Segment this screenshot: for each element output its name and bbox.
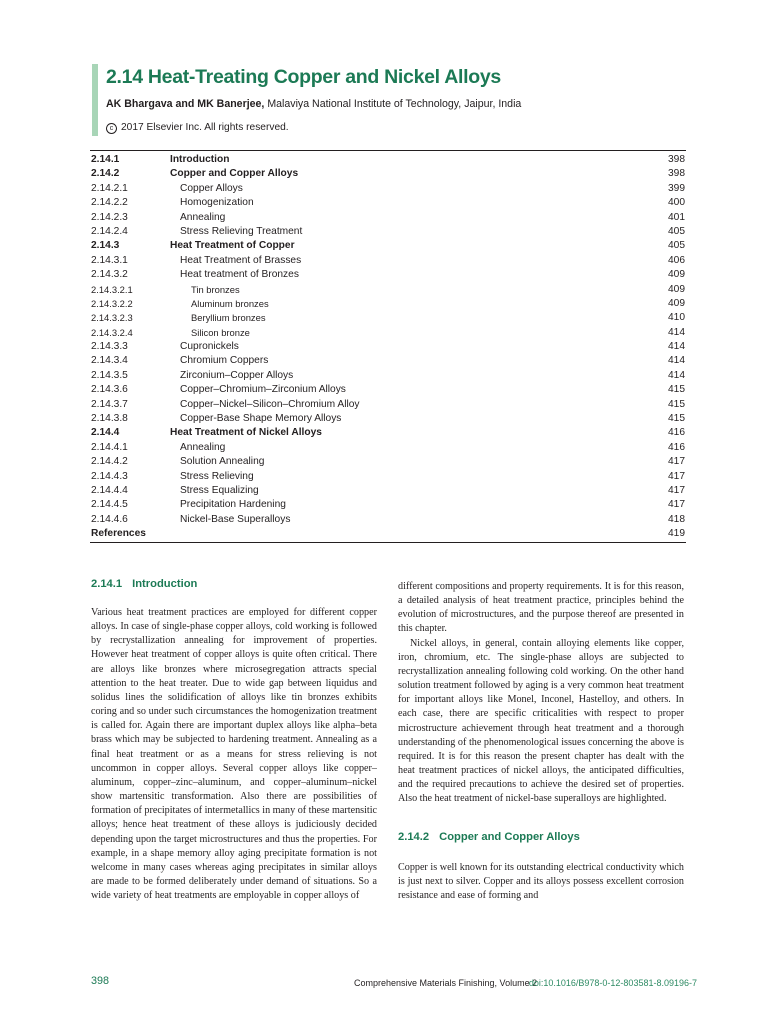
toc-page: 415	[668, 398, 685, 410]
toc-bottom-rule	[90, 542, 686, 543]
toc-label: Copper–Nickel–Silicon–Chromium Alloy	[180, 398, 360, 410]
toc-page: 417	[668, 470, 685, 482]
paragraph: Various heat treatment practices are employed for different copper alloys. In case of single-phase copper alloys, cold working is followed by recrystallization annealing for improvement of properties. However heat treatment of copper alloys is quite often critical. There are alloys like bronzes where microsegregation attracts special attention to the heat treater. Due to wide gap between liquidus and solidus lines the solidification of alloys like tin bronzes exhibits coring and so under such circumstances the homogenization treatment is called for. Again there are important duplex alloys like alpha–beta brass which may be subjected to hardening treatment. Annealing as a final heat treatment or as a means for stress relieving is not uncommon in copper alloys. Several copper alloys like copper–aluminum, copper–zinc–aluminum, and copper–aluminum–nickel show martensitic transformation. Also there are possibilities of formation of precipitates of intermetallics in many of these martensitic alloys; hence heat treatment of these alloys is judiciously decided depending upon the target microstructures and thus the properties. For example, in a shape memory alloy aging precipitate formation is not welcome in many cases whereas aging precipitates in similar alloys are made to be formed deliberately under demand of situations. So a wide variety of heat treatments are employable in copper alloys of	[91, 607, 377, 902]
toc-label: Stress Relieving	[180, 470, 254, 482]
toc-number: 2.14.3.6	[91, 384, 128, 396]
toc-page: 405	[668, 225, 685, 237]
paragraph: Copper is well known for its outstanding electrical conductivity which is just next to silver. Copper and its alloys possess excellent corrosion resistance and ease of forming and	[398, 861, 684, 901]
toc-page: 414	[668, 341, 685, 353]
toc-entry[interactable]	[91, 498, 685, 512]
toc-number: 2.14.2.3	[91, 211, 128, 223]
toc-page: 409	[668, 297, 685, 309]
toc-entry[interactable]	[91, 225, 685, 239]
toc-entry[interactable]	[91, 383, 685, 397]
doi-link[interactable]: doi:10.1016/B978-0-12-803581-8.09196-7	[528, 978, 697, 988]
toc-page: 417	[668, 499, 685, 511]
toc-label: Cupronickels	[180, 341, 239, 353]
toc-number: 2.14.3.2.4	[91, 326, 133, 338]
chapter-header	[92, 64, 702, 136]
toc-number: 2.14.3.5	[91, 369, 128, 381]
toc-page: 410	[668, 312, 685, 324]
toc-entry[interactable]	[91, 354, 685, 368]
toc-page: 406	[668, 254, 685, 266]
copyright-text: 2017 Elsevier Inc. All rights reserved.	[121, 122, 289, 133]
affiliation: Malaviya National Institute of Technology, Jaipur, India	[264, 98, 522, 110]
toc-page: 414	[668, 369, 685, 381]
toc-label: Precipitation Hardening	[180, 499, 286, 511]
toc-entry[interactable]	[91, 297, 685, 311]
toc-label: Introduction	[170, 154, 230, 165]
toc-entry[interactable]	[91, 369, 685, 383]
toc-number: 2.14.4.5	[91, 499, 128, 511]
toc-label: Aluminum bronzes	[191, 297, 269, 309]
toc-entry[interactable]	[91, 283, 685, 297]
toc-number: 2.14.3.1	[91, 254, 128, 266]
toc-entry[interactable]	[91, 470, 685, 484]
toc-entry[interactable]	[91, 326, 685, 340]
toc-label: Homogenization	[180, 197, 254, 209]
section-heading-introduction	[91, 576, 377, 592]
toc-entry[interactable]	[91, 254, 685, 268]
toc-number: 2.14.3	[91, 240, 120, 252]
toc-entry[interactable]	[91, 311, 685, 325]
toc-page: 418	[668, 513, 685, 525]
toc-entry[interactable]	[91, 182, 685, 196]
section-title: Introduction	[132, 578, 198, 590]
toc-label: Copper-Base Shape Memory Alloys	[180, 413, 342, 425]
toc-entry[interactable]	[91, 196, 685, 210]
toc-label: Stress Relieving Treatment	[180, 225, 303, 237]
toc-number: 2.14.3.4	[91, 355, 128, 367]
toc-label: Heat Treatment of Nickel Alloys	[170, 427, 322, 439]
toc-page: 414	[668, 355, 685, 367]
toc-entry[interactable]	[91, 441, 685, 455]
toc-number: 2.14.3.2.3	[91, 312, 133, 324]
section-number: 2.14.1	[91, 578, 123, 590]
toc-entry[interactable]	[91, 426, 685, 440]
toc-entry[interactable]	[91, 398, 685, 412]
toc-label: Heat treatment of Bronzes	[180, 269, 299, 281]
toc-number: 2.14.3.2.2	[91, 297, 133, 309]
toc-label: Beryllium bronzes	[191, 312, 266, 324]
toc-number: 2.14.3.3	[91, 341, 128, 353]
toc-number: 2.14.3.2.1	[91, 283, 133, 295]
chapter-title: 2.14 Heat-Treating Copper and Nickel Alloys	[106, 66, 501, 88]
toc-page: 416	[668, 441, 685, 453]
toc-entry[interactable]	[91, 455, 685, 469]
toc-page: 398	[668, 168, 685, 180]
toc-entry[interactable]	[91, 167, 685, 181]
toc-entry[interactable]	[91, 153, 685, 167]
toc-number: 2.14.4.2	[91, 456, 128, 468]
toc-page: 419	[668, 528, 685, 540]
toc-entry[interactable]	[91, 513, 685, 527]
toc-page: 400	[668, 197, 685, 209]
toc-page: 416	[668, 427, 685, 439]
toc-label: Stress Equalizing	[180, 484, 259, 496]
toc-entry[interactable]	[91, 484, 685, 498]
toc-page: 417	[668, 456, 685, 468]
authors: AK Bhargava and MK Banerjee,	[106, 98, 265, 110]
toc-label: Zirconium–Copper Alloys	[180, 369, 294, 381]
toc-number: 2.14.4.4	[91, 484, 128, 496]
toc-page: 398	[668, 154, 685, 165]
page-number: 398	[91, 975, 110, 987]
toc-page: 415	[668, 413, 685, 425]
toc-number: 2.14.4	[91, 427, 120, 439]
toc-top-rule	[90, 150, 686, 151]
page-footer	[91, 975, 697, 991]
right-column	[398, 580, 684, 903]
toc-page: 415	[668, 384, 685, 396]
toc-label: Copper and Copper Alloys	[170, 168, 299, 180]
copyright-line	[106, 121, 702, 135]
toc-number: 2.14.1	[91, 154, 120, 165]
toc-label: Heat Treatment of Copper	[170, 240, 295, 252]
toc-page: 405	[668, 240, 685, 252]
toc-entry[interactable]	[91, 268, 685, 282]
toc-page: 409	[668, 283, 685, 295]
toc-number: 2.14.2.2	[91, 197, 128, 209]
toc-label: Annealing	[180, 441, 226, 453]
toc-entry[interactable]	[91, 340, 685, 354]
toc-label: Tin bronzes	[191, 283, 240, 295]
journal-name: Comprehensive Materials Finishing, Volume 2	[354, 978, 538, 988]
paragraph: Nickel alloys, in general, contain alloying elements like copper, iron, chromium, etc. The single-phase alloys are subjected to recrystallization annealing following cold working. On the other hand solution treatment followed by aging is a very common heat treatment for important alloys like Monel, Inconel, Hastelloy, and others. In each case, there are specific criticalities with respect to proper microstructure achievement through heat treatment and a thorough understanding of the phenomenological issues concerning the above is required. It is for this reason the present chapter has dealt with the heat treatment practices of nickel alloys, the anticipated difficulties, and the required precautions to achieve the desired set of properties. Also the heat treatment of nickel-base superalloys are highlighted.	[398, 637, 684, 805]
left-column	[91, 576, 377, 903]
toc-label: Chromium Coppers	[180, 355, 269, 367]
toc-number: 2.14.3.7	[91, 398, 128, 410]
author-line	[106, 97, 702, 111]
section-heading-copper-alloys	[398, 829, 684, 845]
toc-page: 401	[668, 211, 685, 223]
toc-label: Solution Annealing	[180, 456, 265, 468]
toc-entry[interactable]	[91, 211, 685, 225]
toc-number: 2.14.4.3	[91, 470, 128, 482]
toc-page: 414	[668, 326, 685, 338]
toc-label: Heat Treatment of Brasses	[180, 254, 302, 266]
toc-number: 2.14.2.1	[91, 182, 128, 194]
toc-number: 2.14.3.8	[91, 413, 128, 425]
toc-page: 409	[668, 269, 685, 281]
section-title: Copper and Copper Alloys	[439, 830, 580, 843]
paragraph: different compositions and property requirements. It is for this reason, a detailed analysis of heat treatment practice, principles behind the evolution of microstructures, and the purpose thereof are presented in this chapter.	[398, 581, 684, 635]
toc-entry[interactable]	[91, 412, 685, 426]
toc-label: Nickel-Base Superalloys	[180, 513, 291, 525]
toc-number: 2.14.4.1	[91, 441, 128, 453]
toc-label: Annealing	[180, 211, 226, 223]
toc-label: Silicon bronze	[191, 326, 250, 338]
copyright-icon: c	[106, 123, 117, 134]
toc-entry[interactable]	[91, 527, 685, 541]
section-number: 2.14.2	[398, 830, 430, 843]
toc-label: Copper–Chromium–Zirconium Alloys	[180, 384, 346, 396]
toc-number: 2.14.2.4	[91, 225, 128, 237]
toc-page: 417	[668, 484, 685, 496]
toc-label: Copper Alloys	[180, 182, 243, 194]
toc-entry[interactable]	[91, 239, 685, 253]
toc-number: 2.14.2	[91, 168, 120, 180]
toc-number: References	[91, 528, 146, 540]
table-of-contents	[91, 153, 685, 542]
toc-number: 2.14.4.6	[91, 513, 128, 525]
toc-number: 2.14.3.2	[91, 269, 128, 281]
toc-page: 399	[668, 182, 685, 194]
